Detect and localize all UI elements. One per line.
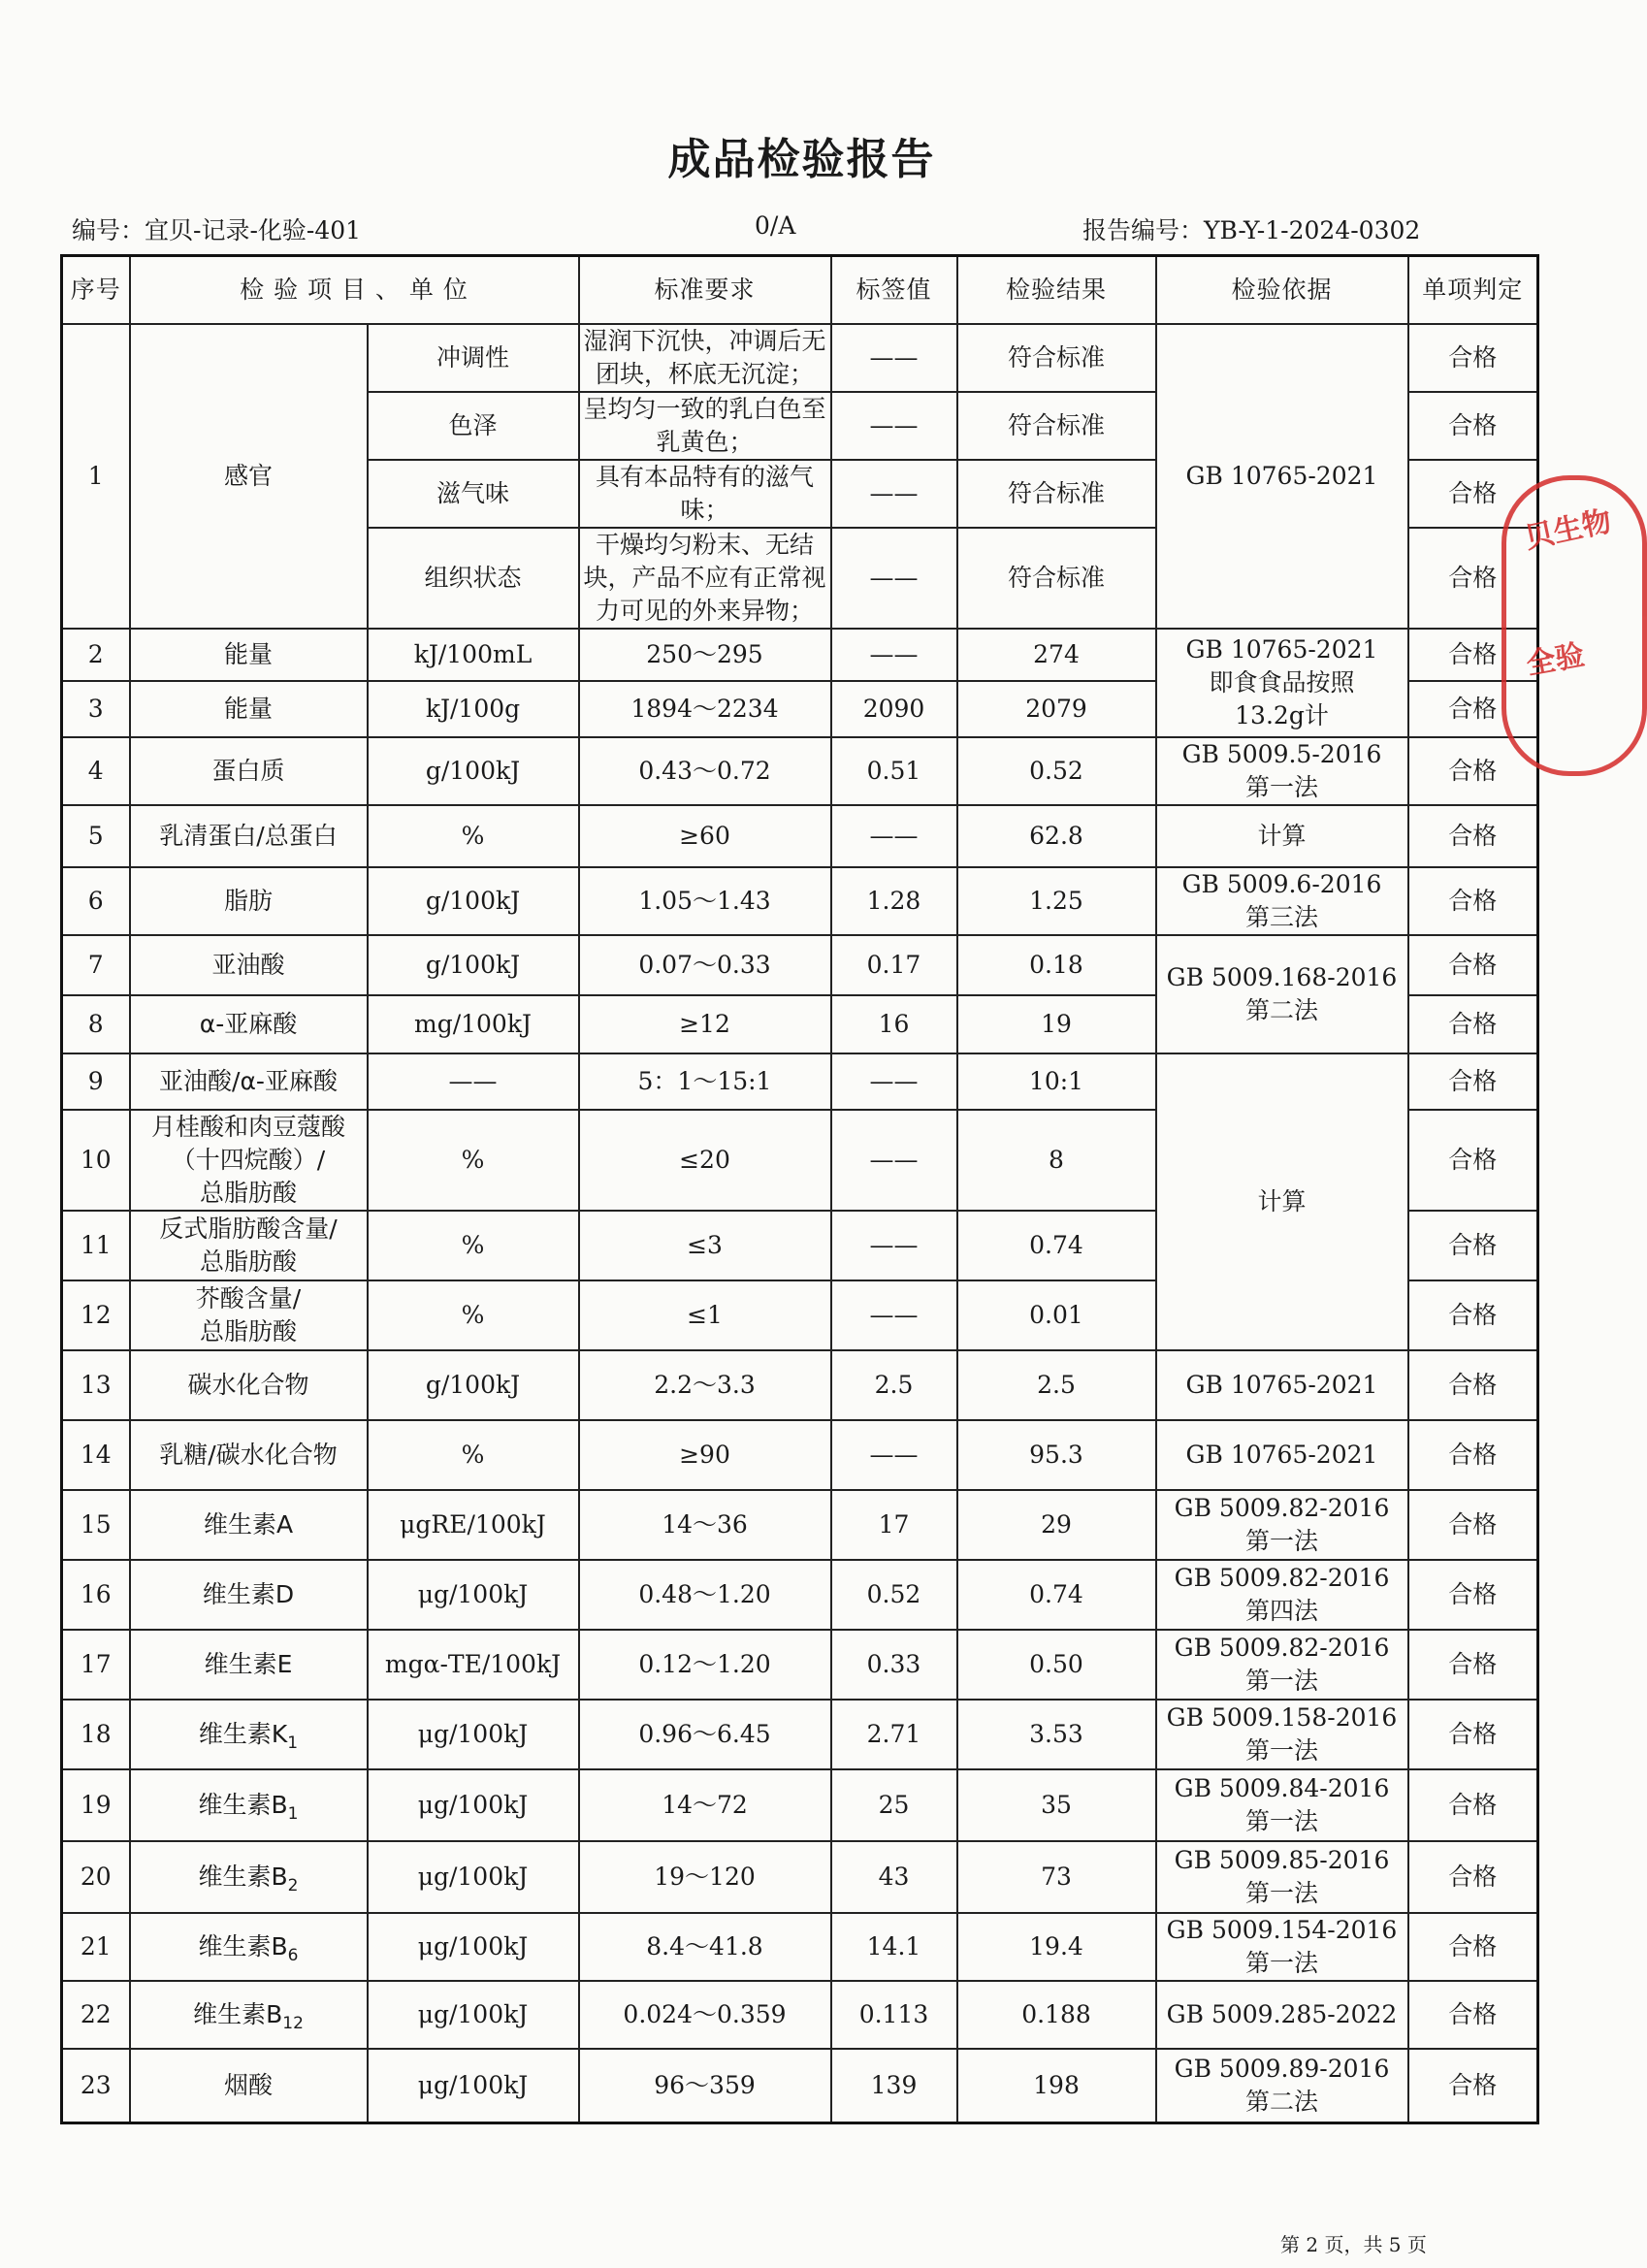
header-item: 检 验 项 目 、 单 位 [130,256,579,325]
row-requirement: ≥12 [579,995,831,1053]
report-number: 报告编号：YB-Y-1-2024-0302 [1082,216,1421,244]
row-judgement: 合格 [1408,867,1538,935]
row-requirement: 0.024～0.359 [579,1981,831,2049]
row-judgement: 合格 [1408,1841,1538,1913]
row-requirement: ≥60 [579,805,831,867]
sensory-name: 色泽 [368,392,579,460]
row-result: 0.50 [957,1630,1156,1700]
row-result: 10:1 [957,1053,1156,1110]
row-no: 20 [62,1841,130,1913]
row-item: 亚油酸 [130,935,368,995]
row-item: 亚油酸/α-亚麻酸 [130,1053,368,1110]
row-requirement: 2.2～3.3 [579,1350,831,1420]
row-no: 2 [62,629,130,681]
row-result: 符合标准 [957,460,1156,528]
row-no: 1 [62,324,130,629]
row-no: 9 [62,1053,130,1110]
row-basis: GB 5009.6-2016 第三法 [1156,867,1408,935]
row-unit: μg/100kJ [368,1700,579,1769]
row-basis: 计算 [1156,1053,1408,1350]
row-judgement: 合格 [1408,1211,1538,1280]
row-no: 11 [62,1211,130,1280]
row-requirement: 0.43～0.72 [579,737,831,805]
row-unit: μg/100kJ [368,1769,579,1841]
row-judgement: 合格 [1408,1490,1538,1560]
row-item: 脂肪 [130,867,368,935]
row-item: 烟酸 [130,2049,368,2122]
row-requirement: 5：1～15:1 [579,1053,831,1110]
row-label-value: 0.51 [831,737,957,805]
row-item: 月桂酸和肉豆蔻酸 （十四烷酸）/ 总脂肪酸 [130,1110,368,1211]
row-result: 1.25 [957,867,1156,935]
row-result: 95.3 [957,1420,1156,1490]
row-label-value: —— [831,528,957,629]
header-requirement: 标准要求 [579,256,831,325]
row-result: 8 [957,1110,1156,1211]
row-requirement: 0.07～0.33 [579,935,831,995]
table-row [62,324,1538,392]
row-result: 0.01 [957,1280,1156,1350]
row-label-value: 2.71 [831,1700,957,1769]
row-no: 5 [62,805,130,867]
row-no: 16 [62,1560,130,1630]
row-basis: GB 5009.89-2016 第二法 [1156,2049,1408,2122]
table-row [62,805,1538,867]
row-judgement: 合格 [1408,1700,1538,1769]
row-label-value: 0.113 [831,1981,957,2049]
row-requirement: 0.48～1.20 [579,1560,831,1630]
row-basis: GB 5009.168-2016 第二法 [1156,935,1408,1053]
row-label-value: 0.52 [831,1560,957,1630]
row-item: 维生素E [130,1630,368,1700]
row-result: 19.4 [957,1913,1156,1981]
row-unit: g/100kJ [368,867,579,935]
row-requirement: 250～295 [579,629,831,681]
row-unit: μg/100kJ [368,1981,579,2049]
row-result: 35 [957,1769,1156,1841]
row-basis: GB 10765-2021 [1156,1420,1408,1490]
table-row [62,935,1538,995]
row-item: 维生素$B_6$ [130,1913,368,1981]
row-no: 22 [62,1981,130,2049]
sensory-requirement: 湿润下沉快，冲调后无团块，杯底无沉淀； [579,324,831,392]
row-no: 17 [62,1630,130,1700]
table-row [62,1630,1538,1700]
row-requirement: ≥90 [579,1420,831,1490]
table-row [62,1053,1538,1110]
row-label-value: 16 [831,995,957,1053]
header-no: 序号 [62,256,130,325]
row-result: 0.74 [957,1211,1156,1280]
seal-text: 全验 [1524,638,1588,682]
version: 0/A [755,211,796,240]
row-item: 乳清蛋白/总蛋白 [130,805,368,867]
row-requirement: 1894～2234 [579,681,831,737]
row-judgement: 合格 [1408,460,1538,528]
header-basis: 检验依据 [1156,256,1408,325]
report-title: 成品检验报告 [667,135,936,184]
row-no: 19 [62,1769,130,1841]
row-label-value: —— [831,1420,957,1490]
row-item: 维生素$B_{12}$ [130,1981,368,2049]
row-no: 3 [62,681,130,737]
row-label-value: 139 [831,2049,957,2122]
row-requirement: ≤20 [579,1110,831,1211]
row-unit: % [368,1280,579,1350]
row-requirement: 19～120 [579,1841,831,1913]
row-unit: % [368,1211,579,1280]
row-no: 12 [62,1280,130,1350]
row-result: 0.74 [957,1560,1156,1630]
row-item: 乳糖/碳水化合物 [130,1420,368,1490]
row-item: 维生素$B_1$ [130,1769,368,1841]
row-basis: GB 5009.82-2016 第一法 [1156,1490,1408,1560]
row-result: 198 [957,2049,1156,2122]
row-judgement: 合格 [1408,1350,1538,1420]
row-basis: GB 10765-2021 即食食品按照 13.2g计 [1156,629,1408,737]
table-row [62,1841,1538,1913]
row-no: 8 [62,995,130,1053]
row-judgement: 合格 [1408,392,1538,460]
table-row [62,867,1538,935]
row-label-value: 17 [831,1490,957,1560]
table-row [62,1913,1538,1981]
row-label-value: 43 [831,1841,957,1913]
row-result: 0.188 [957,1981,1156,2049]
row-unit: μg/100kJ [368,1913,579,1981]
row-basis: GB 5009.82-2016 第一法 [1156,1630,1408,1700]
table-row [62,1420,1538,1490]
sensory-requirement: 呈均匀一致的乳白色至乳黄色； [579,392,831,460]
row-unit: mg/100kJ [368,995,579,1053]
row-unit: % [368,1420,579,1490]
row-item: 维生素D [130,1560,368,1630]
row-basis: GB 5009.82-2016 第四法 [1156,1560,1408,1630]
row-no: 23 [62,2049,130,2122]
row-judgement: 合格 [1408,1110,1538,1211]
row-item: 芥酸含量/ 总脂肪酸 [130,1280,368,1350]
table-row [62,1490,1538,1560]
table-row [62,1560,1538,1630]
row-judgement: 合格 [1408,629,1538,681]
row-unit: kJ/100mL [368,629,579,681]
row-no: 4 [62,737,130,805]
row-item: 碳水化合物 [130,1350,368,1420]
row-label-value: —— [831,1211,957,1280]
row-no: 7 [62,935,130,995]
row-result: 62.8 [957,805,1156,867]
header-result: 检验结果 [957,256,1156,325]
row-unit: g/100kJ [368,935,579,995]
row-judgement: 合格 [1408,1630,1538,1700]
row-no: 21 [62,1913,130,1981]
row-result: 符合标准 [957,392,1156,460]
table-row [62,1769,1538,1841]
row-basis: GB 5009.154-2016 第一法 [1156,1913,1408,1981]
table-row [62,737,1538,805]
inspection-table [60,254,1539,2124]
table-row [62,629,1538,681]
sensory-name: 组织状态 [368,528,579,629]
row-judgement: 合格 [1408,935,1538,995]
seal-text: 贝生物 [1522,503,1615,556]
row-item: 维生素A [130,1490,368,1560]
row-result: 73 [957,1841,1156,1913]
row-result: 0.52 [957,737,1156,805]
row-judgement: 合格 [1408,1769,1538,1841]
row-label-value: 0.33 [831,1630,957,1700]
sensory-name: 滋气味 [368,460,579,528]
row-unit: μg/100kJ [368,1560,579,1630]
row-item: 维生素$K_1$ [130,1700,368,1769]
row-judgement: 合格 [1408,1981,1538,2049]
row-unit: % [368,1110,579,1211]
row-requirement: ≤3 [579,1211,831,1280]
row-basis: GB 10765-2021 [1156,324,1408,629]
row-basis: GB 5009.85-2016 第一法 [1156,1841,1408,1913]
row-result: 3.53 [957,1700,1156,1769]
row-label-value: —— [831,1280,957,1350]
row-label-value: —— [831,1053,957,1110]
row-no: 13 [62,1350,130,1420]
row-requirement: 14～72 [579,1769,831,1841]
row-label-value: —— [831,1110,957,1211]
row-result: 2.5 [957,1350,1156,1420]
row-requirement: 1.05～1.43 [579,867,831,935]
row-judgement: 合格 [1408,1913,1538,1981]
sensory-requirement: 具有本品特有的滋气味； [579,460,831,528]
row-unit: % [368,805,579,867]
row-requirement: 14～36 [579,1490,831,1560]
row-unit: g/100kJ [368,737,579,805]
row-requirement: ≤1 [579,1280,831,1350]
row-judgement: 合格 [1408,805,1538,867]
row-unit: μg/100kJ [368,1841,579,1913]
row-result: 19 [957,995,1156,1053]
sensory-requirement: 干燥均匀粉末、无结块，产品不应有正常视力可见的外来异物； [579,528,831,629]
row-result: 29 [957,1490,1156,1560]
row-label-value: —— [831,460,957,528]
row-judgement: 合格 [1408,1053,1538,1110]
row-unit: μg/100kJ [368,2049,579,2122]
row-label-value: 2090 [831,681,957,737]
row-unit: mgα-TE/100kJ [368,1630,579,1700]
row-result: 符合标准 [957,528,1156,629]
row-requirement: 8.4～41.8 [579,1913,831,1981]
row-basis: GB 5009.5-2016 第一法 [1156,737,1408,805]
row-judgement: 合格 [1408,1280,1538,1350]
table-row [62,1981,1538,2049]
table-row [62,2049,1538,2122]
row-item: 能量 [130,681,368,737]
row-result: 274 [957,629,1156,681]
row-label-value: —— [831,324,957,392]
row-requirement: 96～359 [579,2049,831,2122]
row-unit: —— [368,1053,579,1110]
row-result: 0.18 [957,935,1156,995]
row-no: 10 [62,1110,130,1211]
row-no: 14 [62,1420,130,1490]
row-requirement: 0.96～6.45 [579,1700,831,1769]
table-row [62,1700,1538,1769]
row-requirement: 0.12～1.20 [579,1630,831,1700]
row-unit: μgRE/100kJ [368,1490,579,1560]
row-no: 15 [62,1490,130,1560]
table-row [62,1350,1538,1420]
row-unit: kJ/100g [368,681,579,737]
row-item: 反式脂肪酸含量/ 总脂肪酸 [130,1211,368,1280]
row-unit: g/100kJ [368,1350,579,1420]
row-item: 感官 [130,324,368,629]
row-judgement: 合格 [1408,1560,1538,1630]
row-label-value: —— [831,629,957,681]
row-item: 能量 [130,629,368,681]
row-basis: GB 5009.84-2016 第一法 [1156,1769,1408,1841]
row-judgement: 合格 [1408,324,1538,392]
row-basis: GB 10765-2021 [1156,1350,1408,1420]
row-judgement: 合格 [1408,1420,1538,1490]
page-number: 第 2 页，共 5 页 [1280,2233,1427,2256]
row-label-value: 25 [831,1769,957,1841]
row-judgement: 合格 [1408,2049,1538,2122]
company-seal [1502,475,1647,776]
row-label-value: 14.1 [831,1913,957,1981]
row-basis: GB 5009.285-2022 [1156,1981,1408,2049]
record-code: 编号：宜贝-记录-化验-401 [72,216,362,244]
row-result: 2079 [957,681,1156,737]
row-judgement: 合格 [1408,737,1538,805]
row-judgement: 合格 [1408,681,1538,737]
header-label-value: 标签值 [831,256,957,325]
row-label-value: 0.17 [831,935,957,995]
row-item: 维生素$B_2$ [130,1841,368,1913]
row-result: 符合标准 [957,324,1156,392]
header-judgement: 单项判定 [1408,256,1538,325]
row-no: 18 [62,1700,130,1769]
row-no: 6 [62,867,130,935]
row-label-value: —— [831,805,957,867]
row-basis: 计算 [1156,805,1408,867]
row-item: α-亚麻酸 [130,995,368,1053]
row-item: 蛋白质 [130,737,368,805]
row-basis: GB 5009.158-2016 第一法 [1156,1700,1408,1769]
row-judgement: 合格 [1408,528,1538,629]
row-label-value: 2.5 [831,1350,957,1420]
row-label-value: 1.28 [831,867,957,935]
row-label-value: —— [831,392,957,460]
row-judgement: 合格 [1408,995,1538,1053]
header-row [62,256,1538,325]
sensory-name: 冲调性 [368,324,579,392]
